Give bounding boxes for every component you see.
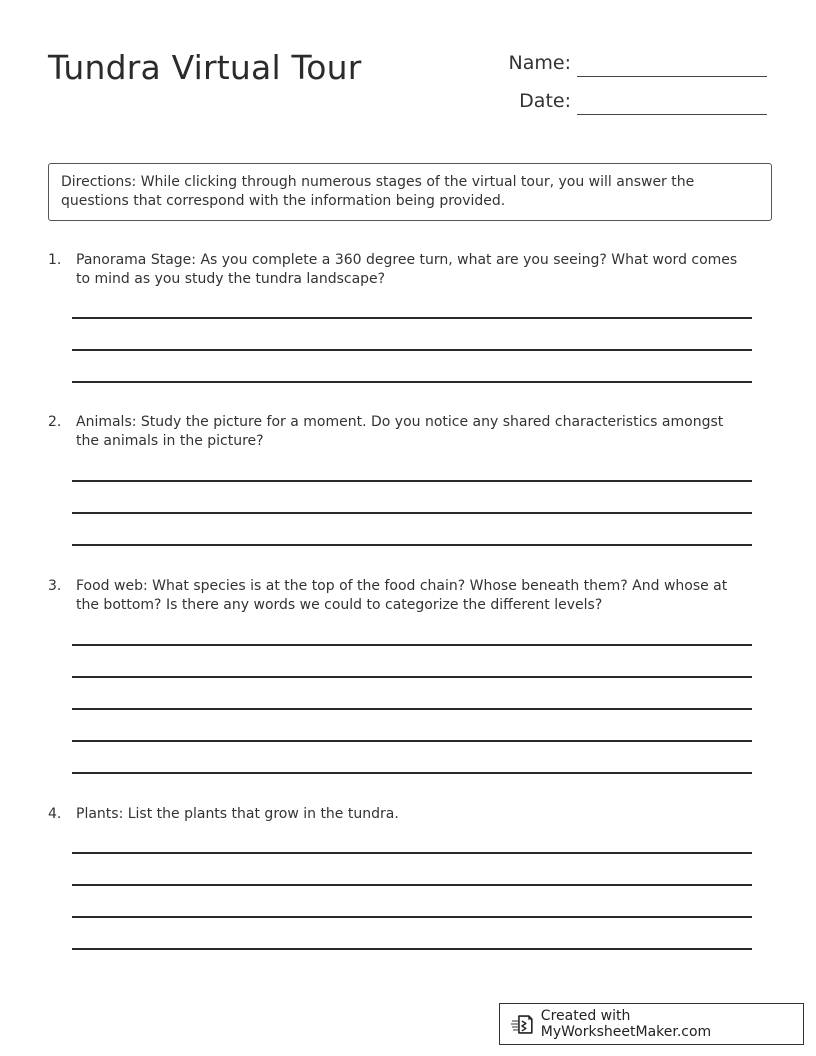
answer-line[interactable] bbox=[72, 317, 752, 319]
question-number: 3. bbox=[48, 578, 62, 594]
question-4 bbox=[48, 805, 748, 825]
answer-line[interactable] bbox=[72, 381, 752, 383]
answer-line[interactable] bbox=[72, 644, 752, 646]
footer-text: Created with MyWorksheetMaker.com bbox=[540, 1008, 712, 1040]
question-text: Animals: Study the picture for a moment. Do you notice any shared characteristics amongst the animals in the picture? bbox=[76, 414, 724, 449]
name-field-line[interactable] bbox=[577, 76, 767, 77]
answer-line[interactable] bbox=[72, 740, 752, 742]
answer-line[interactable] bbox=[72, 512, 752, 514]
question-text: Panorama Stage: As you complete a 360 degree turn, what are you seeing? What word comes to mind as you study the tundra landscape? bbox=[76, 252, 738, 287]
question-number: 2. bbox=[48, 414, 62, 430]
answer-line[interactable] bbox=[72, 676, 752, 678]
answer-line[interactable] bbox=[72, 772, 752, 774]
question-1 bbox=[48, 251, 748, 291]
date-field-line[interactable] bbox=[577, 114, 767, 115]
answer-line[interactable] bbox=[72, 884, 752, 886]
question-text: Food web: What species is at the top of the food chain? Whose beneath them? And whose at the bottom? Is there any words we could to categorize the different levels? bbox=[76, 578, 728, 613]
worksheet-maker-logo-icon bbox=[511, 1012, 535, 1036]
answer-line[interactable] bbox=[72, 544, 752, 546]
answer-line[interactable] bbox=[72, 916, 752, 918]
question-number: 1. bbox=[48, 252, 62, 268]
footer-credit[interactable] bbox=[499, 1003, 804, 1045]
answer-line[interactable] bbox=[72, 480, 752, 482]
question-2 bbox=[48, 413, 748, 453]
question-number: 4. bbox=[48, 806, 62, 822]
answer-line[interactable] bbox=[72, 852, 752, 854]
question-3 bbox=[48, 577, 748, 617]
name-field-label: Name: bbox=[508, 52, 571, 74]
date-field-label: Date: bbox=[519, 90, 571, 112]
directions-box: Directions: While clicking through numerous stages of the virtual tour, you will answer the questions that correspond with the information being provided. bbox=[48, 163, 772, 221]
answer-line[interactable] bbox=[72, 349, 752, 351]
answer-line[interactable] bbox=[72, 948, 752, 950]
answer-line[interactable] bbox=[72, 708, 752, 710]
question-text: Plants: List the plants that grow in the tundra. bbox=[76, 806, 399, 822]
page-title: Tundra Virtual Tour bbox=[48, 48, 362, 87]
